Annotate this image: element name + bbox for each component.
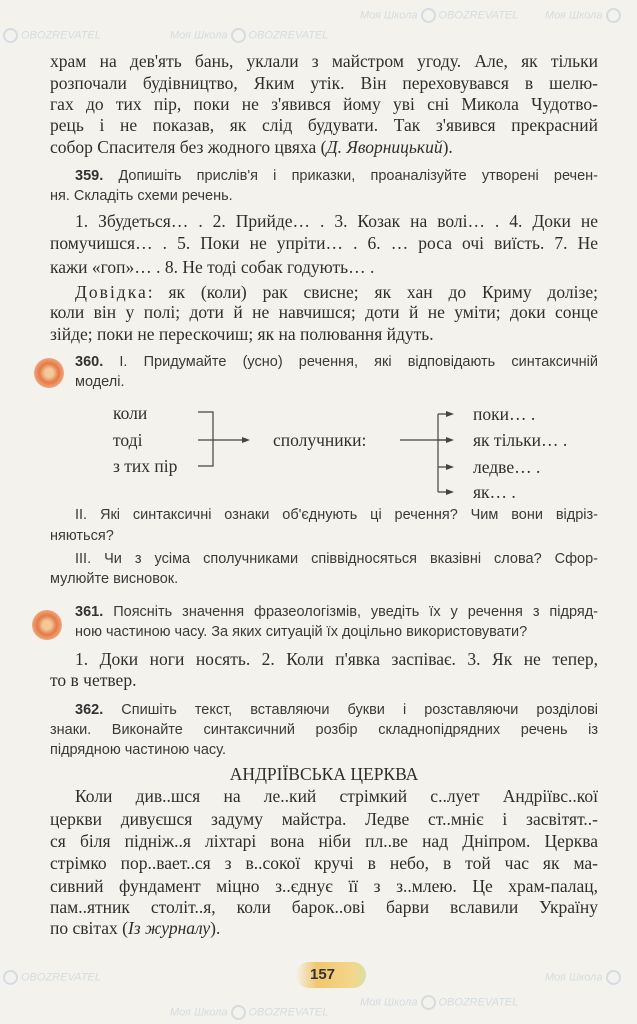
watermark: Моя Школа OBOZREVATEL <box>170 29 329 42</box>
watermark: Моя Школа OBOZREVATEL <box>360 9 519 22</box>
text-line: по світах (Із журналу). <box>50 918 221 938</box>
text-line: сивний фундамент міцно з..єднує її з з..млею. Це храм-палац, <box>50 876 598 896</box>
text-line: Коли див..шся на ле..кий стрімкий с..лует Андріївс..кої <box>75 786 598 806</box>
text-title: АНДРІЇВСЬКА ЦЕРКВА <box>229 764 419 784</box>
text-line: гах до тих пір, поки не з'явився йому уві сні Микола Чудотво- <box>50 94 598 114</box>
hint-line: коли він у полі; доти й не навчишся; доти й не уміти; доки сонце <box>50 302 598 322</box>
exercise-361-task: 361. Поясніть значення фразеологізмів, уведіть їх у речення з підряд- <box>75 604 599 620</box>
hint-line: зійде; поки не перескочиш; як на полювання йдуть. <box>50 324 434 344</box>
exercise-360-task: моделі. <box>75 374 125 390</box>
flower-icon <box>32 610 62 640</box>
diagram-left: коли <box>113 403 148 423</box>
text-line: ся біля підніж..я ліхтарі вона ніби пл..ве над Дніпром. Церква <box>50 831 598 851</box>
text-line: рець і не показав, як слід будувати. Так з'явився прекрасний <box>50 115 598 135</box>
list-item: помучишся… . 5. Поки не упріти… . 6. … роса очі виїсть. 7. Не <box>50 233 598 253</box>
diagram-right: поки… . <box>473 404 536 424</box>
exercise-359-task: 359. Допишіть прислів'я і приказки, проаналізуйте утворені речен- <box>75 168 598 184</box>
question-2: ІІ. Які синтаксичні ознаки об'єднують ці речення? Чим вони відріз- <box>75 507 598 523</box>
source: Із журналу <box>127 918 211 938</box>
page-number: 157 <box>296 962 366 988</box>
question-3: мулюйте висновок. <box>50 571 179 587</box>
list-item: то в четвер. <box>50 670 137 690</box>
text-line: собор Спасителя без жодного цвяха (Д. Яворницький). <box>50 137 453 157</box>
author: Д. Яворницький <box>326 137 443 157</box>
diagram-right: як тільки… . <box>473 430 568 450</box>
watermark: Моя Школа OBOZREVATEL <box>170 1006 329 1019</box>
exercise-361-task: ною частиною часу. За яких ситуацій їх доцільно використовувати? <box>75 624 528 640</box>
list-item: 1. Збудеться… . 2. Прийде… . 3. Козак на волі… . 4. Доки не <box>75 211 598 231</box>
diagram-left: з тих пір <box>113 456 178 476</box>
watermark: Моя Школа <box>545 8 624 23</box>
question-3: ІІІ. Чи з усіма сполучниками співвідносяться вказівні слова? Сфор- <box>75 551 598 567</box>
diagram-right: як… . <box>473 482 516 502</box>
text-line: розпочали будівництво, Яким утік. Він переховувався в шелю- <box>50 73 598 93</box>
diagram-left: тоді <box>113 430 143 450</box>
text-line: церкви дивуєшся задуму майстра. Ледве ст..мніє і засвітят..- <box>50 809 598 829</box>
watermark: OBOZREVATEL <box>0 28 101 43</box>
exercise-362-task: знаки. Виконайте синтаксичний розбір складнопідрядних речень із <box>50 722 598 738</box>
diagram-center: сполучники: <box>273 430 367 450</box>
exercise-362-task: 362. Спишіть текст, вставляючи букви і розставляючи розділові <box>75 702 599 718</box>
hint-line: Довідка: як (коли) рак свисне; як хан до Криму долізе; <box>75 282 598 302</box>
text-line: стрімко пор..вает..ся з в..сокої кручі в небо, в той час як ма- <box>50 853 598 873</box>
list-item: 1. Доки ноги носять. 2. Коли п'явка заспіває. 3. Як не тепер, <box>75 649 598 669</box>
exercise-359-task: ня. Складіть схеми речень. <box>50 188 233 204</box>
question-2: няються? <box>50 528 114 544</box>
exercise-360-task: 360. І. Придумайте (усно) речення, які відповідають синтаксичній <box>75 354 599 370</box>
diagram-right: ледве… . <box>473 457 541 477</box>
exercise-362-task: підрядною частиною часу. <box>50 742 227 758</box>
text-line: пам..ятник століт..я, коли барок..ові барви вславили Україну <box>50 897 598 917</box>
watermark: Моя Школа <box>545 970 624 985</box>
list-item: кажи «гоп»… . 8. Не тоді собак годують… . <box>50 257 375 277</box>
watermark: OBOZREVATEL <box>0 970 101 985</box>
text-line: храм на дев'ять бань, уклали з майстром угоду. Але, як тільки <box>50 51 598 71</box>
watermark: Моя Школа OBOZREVATEL <box>360 996 519 1009</box>
